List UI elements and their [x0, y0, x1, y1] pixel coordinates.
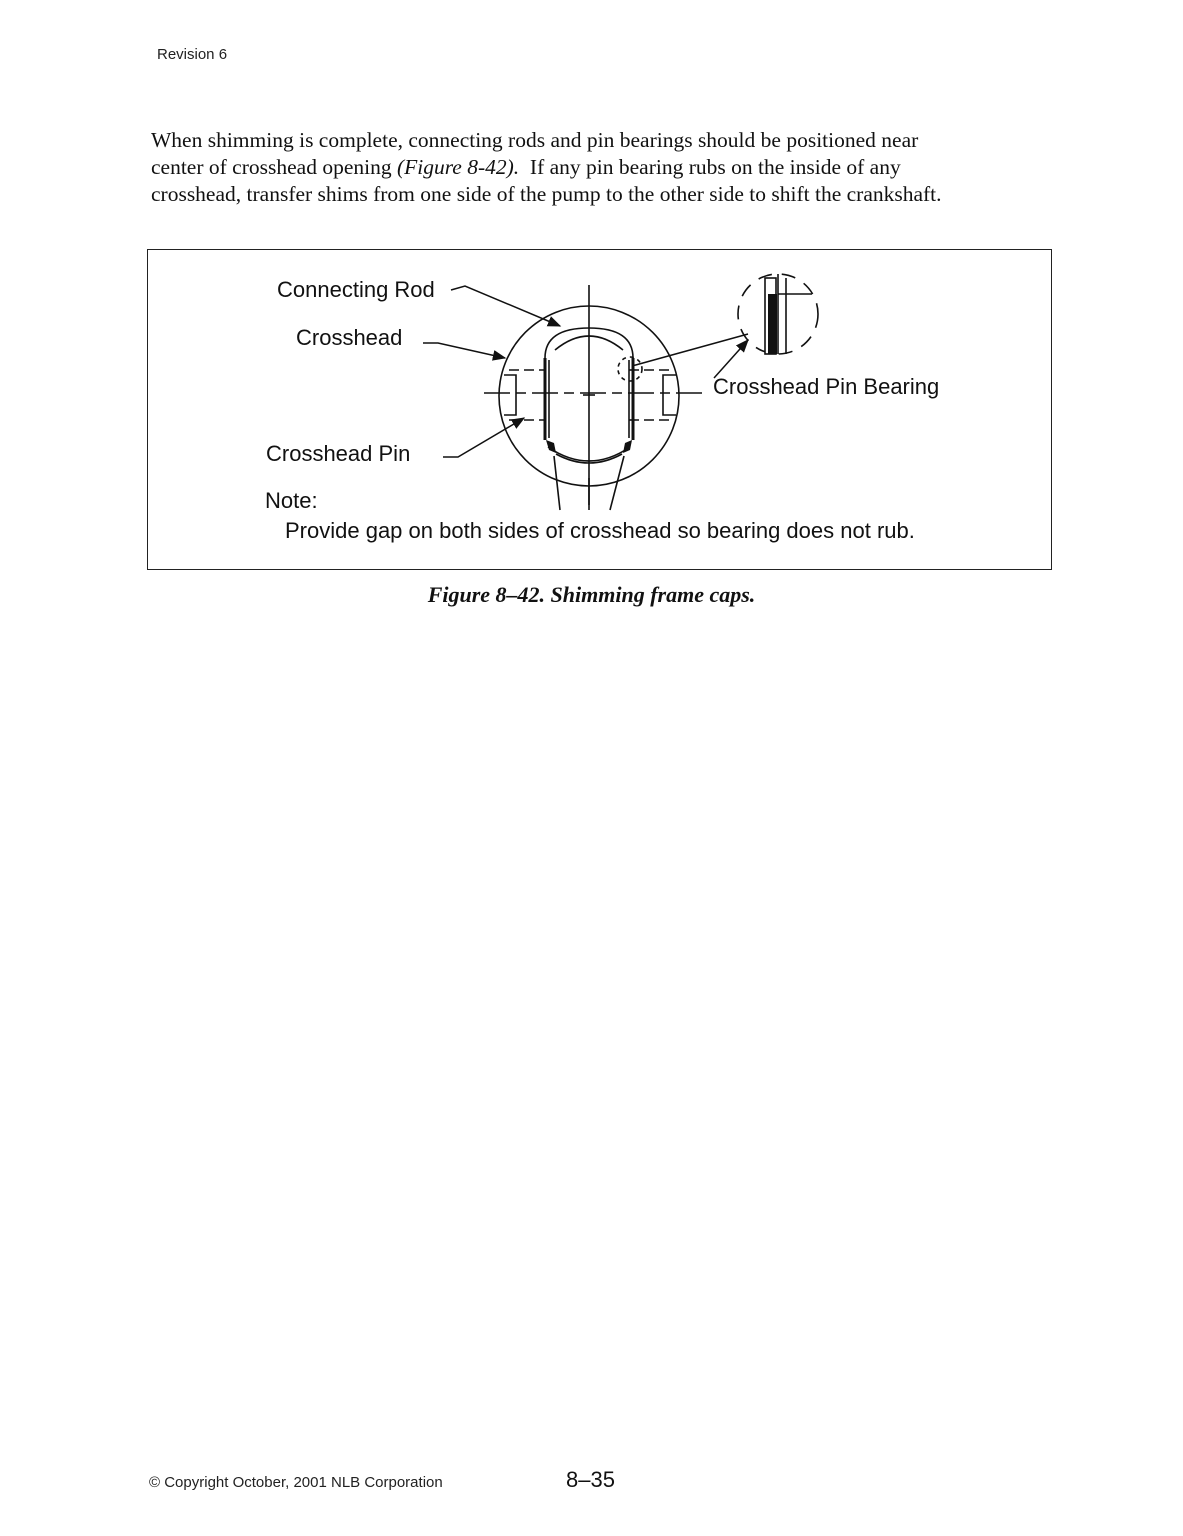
body-line-2-rest: If any pin bearing rubs on the inside of any — [519, 155, 901, 179]
bearing-detail-circle — [618, 357, 642, 381]
leader-crosshead-pin — [443, 418, 524, 457]
bearing-mark-right — [623, 440, 632, 453]
revision-label: Revision 6 — [157, 46, 228, 63]
label-connecting-rod: Connecting Rod — [277, 277, 435, 302]
figure-reference: (Figure 8-42). — [396, 155, 520, 179]
figure-caption: Figure 8–42. Shimming frame caps. — [427, 582, 756, 607]
note-title: Note: — [265, 488, 318, 513]
leader-bearing-detail — [632, 334, 748, 366]
figure-box — [147, 249, 1052, 570]
leader-connecting-rod — [451, 286, 560, 326]
body-paragraph — [151, 127, 1051, 208]
leader-crosshead — [423, 343, 505, 358]
body-line-2 — [151, 154, 1051, 181]
detail-bearing-fill — [768, 294, 777, 354]
page-number: 8–35 — [566, 1467, 615, 1492]
right-slot — [663, 375, 676, 415]
label-crosshead-pin-bearing: Crosshead Pin Bearing — [713, 374, 940, 399]
bearing-mark-left — [546, 440, 556, 453]
left-slot — [504, 375, 516, 415]
note-text: Provide gap on both sides of crosshead so bearing does not rub. — [285, 518, 915, 543]
label-crosshead: Crosshead — [296, 325, 403, 350]
label-crosshead-pin: Crosshead Pin — [266, 441, 411, 466]
body-line-1: When shimming is complete, connecting rods and pin bearings should be positioned near — [151, 128, 919, 152]
body-line-3: crosshead, transfer shims from one side of the pump to the other side to shift the crankshaft. — [151, 182, 942, 206]
leader-crosshead-pin-bearing — [714, 340, 748, 378]
body-line-2-text: center of crosshead opening — [151, 155, 397, 179]
copyright-notice: © Copyright October, 2001 NLB Corporation — [149, 1474, 443, 1491]
